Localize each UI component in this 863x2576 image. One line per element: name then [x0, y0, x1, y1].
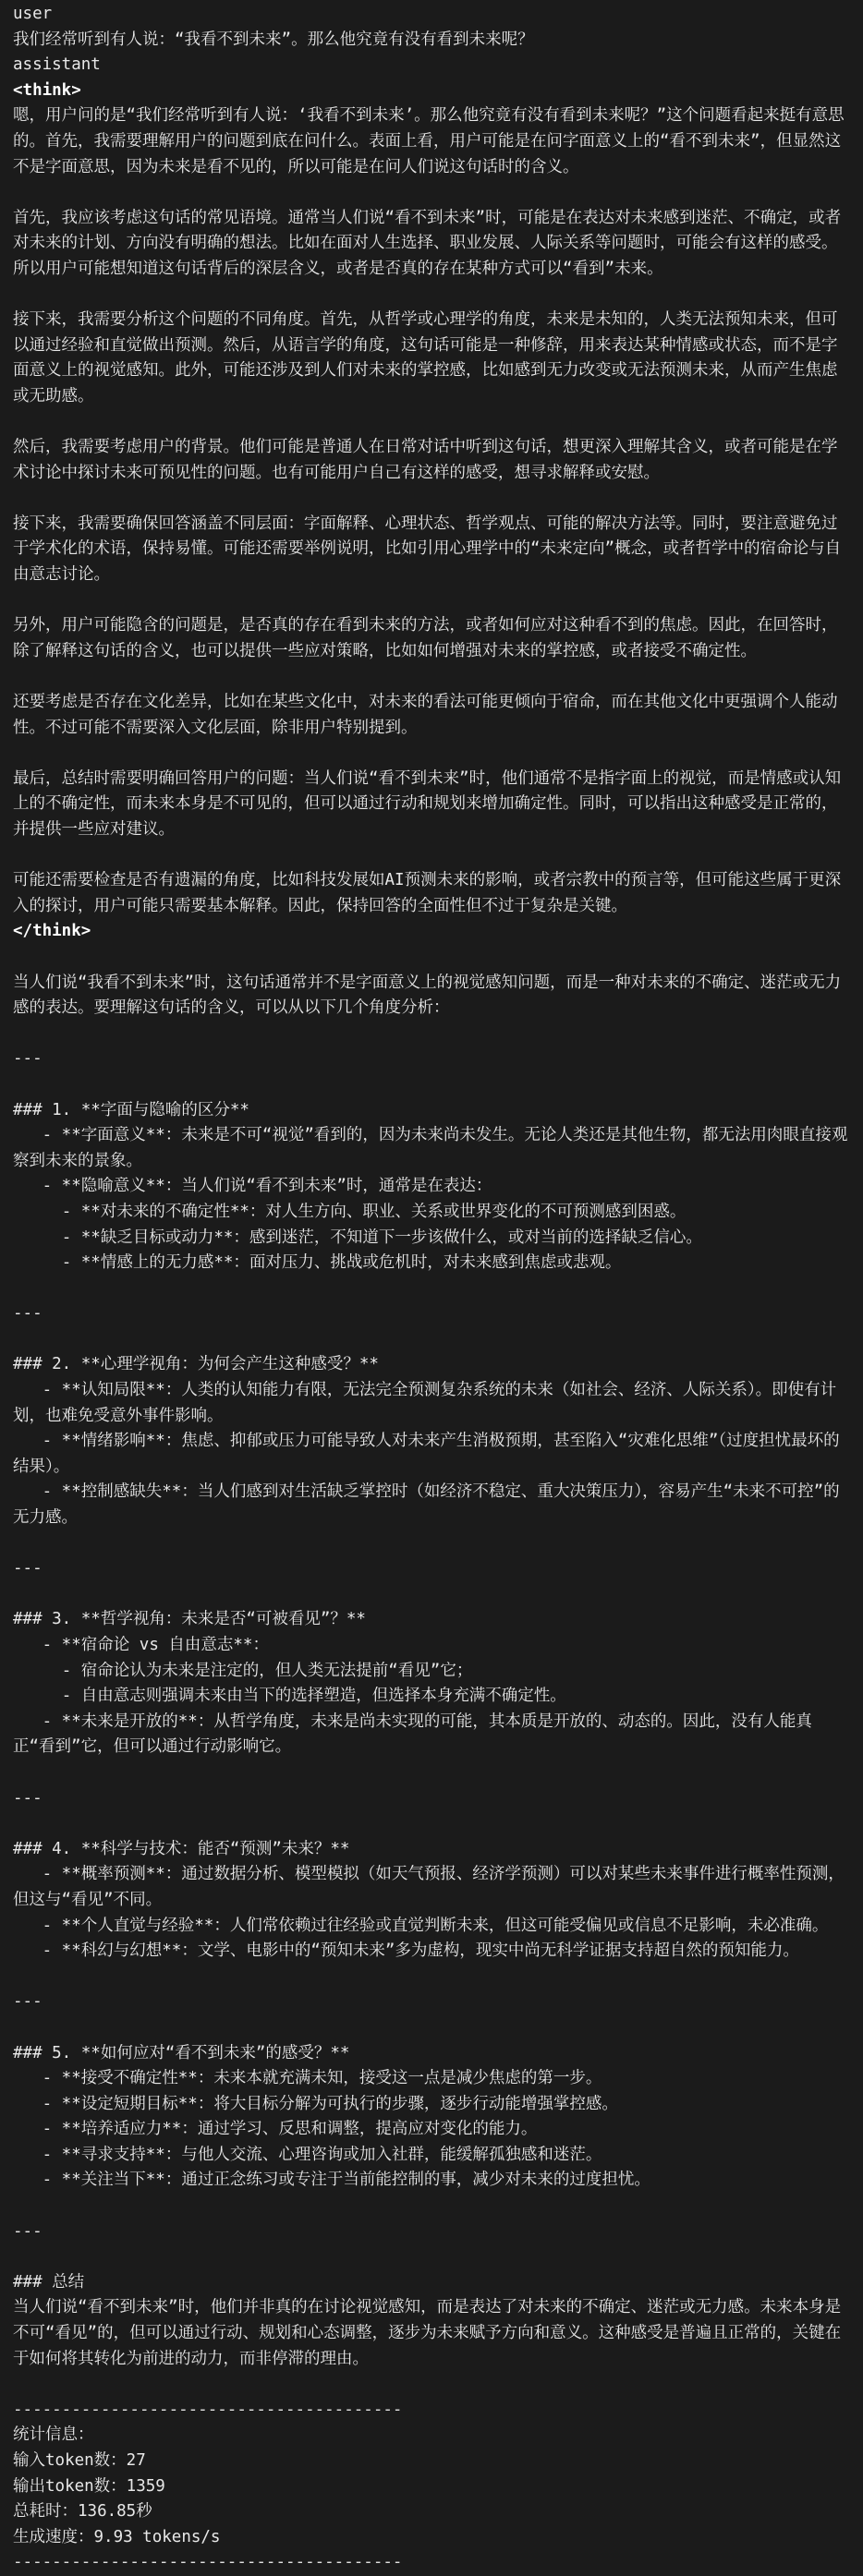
summary-heading: ### 总结: [13, 2272, 85, 2292]
section-line: - **宿命论 vs 自由意志**：: [13, 1636, 269, 1654]
section-line: - **个人直觉与经验**：人们常依赖过往经验或直觉判断未来，但这可能受偏见或信息不足影响，未必准确。: [13, 1916, 829, 1935]
section-line: - **未来是开放的**：从哲学角度，未来是尚未实现的可能，其本质是开放的、动态的。因此，没有人能真正“看到”它，但可以通过行动影响它。: [13, 1711, 812, 1757]
think-paragraph: 最后，总结时需要明确回答用户的问题：当人们说“看不到未来”时，他们通常不是指字面上的视觉，而是情感或认知上的不确定性，而未来本身是不可见的，但可以通过行动和规划来增加确定性。同时，可以指出这种感受是正常的，并提供一些应对建议。: [13, 768, 842, 839]
section-line: - **认知局限**：人类的认知能力有限，无法完全预测复杂系统的未来（如社会、经济、人际关系）。即使有计划，也难免受意外事件影响。: [13, 1381, 837, 1425]
answer-block: [13, 971, 850, 2373]
think-paragraph: 接下来，我需要确保回答涵盖不同层面：字面解释、心理状态、哲学观点、可能的解决方法等。同时，要注意避免过于学术化的术语，保持易懂。可能还需要举例说明，比如引用心理学中的“未来定向”概念，或者哲学中的宿命论与自由意志讨论。: [13, 514, 842, 585]
stats-output-tokens: 输出token数：1359: [13, 2476, 165, 2496]
user-role-label: user: [13, 5, 53, 23]
section-line: - **缺乏目标或动力**：感到迷茫，不知道下一步该做什么，或对当前的选择缺乏信心。: [13, 1228, 702, 1247]
think-paragraph: 可能还需要检查是否有遗漏的角度，比如科技发展如AI预测未来的影响，或者宗教中的预言等，但可能这些属于更深入的探讨，用户可能只需要基本解释。因此，保持回答的全面性但不过于复杂是关键。: [13, 871, 842, 915]
section-separator: ---: [13, 1559, 43, 1578]
section-heading: ### 1. **字面与隐喻的区分**: [13, 1100, 249, 1119]
think-paragraph: 首先，我应该考虑这句话的常见语境。通常当人们说“看不到未来”时，可能是在表达对未来感到迷茫、不确定，或者对未来的计划、方向没有明确的想法。比如在面对人生选择、职业发展、人际关系等问题时，可能会有这样的感受。所以用户可能想知道这句话背后的深层含义，或者是否真的存在某种方式可以“看到”未来。: [13, 208, 842, 278]
section-heading: ### 4. **科学与技术：能否“预测”未来？**: [13, 1839, 350, 1858]
section-line: - **情感上的无力感**：面对压力、挑战或危机时，对未来感到焦虑或悲观。: [13, 1253, 622, 1273]
think-paragraph: 另外，用户可能隐含的问题是，是否真的存在看到未来的方法，或者如何应对这种看不到的焦虑。因此，在回答时，除了解释这句话的含义，也可以提供一些应对策略，比如如何增强对未来的掌控感，或者接受不确定性。: [13, 616, 838, 660]
section-line: - **控制感缺失**：当人们感到对生活缺乏掌控时（如经济不稳定、重大决策压力），容易产生“未来不可控”的无力感。: [13, 1482, 840, 1528]
assistant-role-label: assistant: [13, 55, 101, 75]
section-heading: ### 5. **如何应对“看不到未来”的感受？**: [13, 2043, 350, 2062]
section-separator: ---: [13, 1992, 43, 2012]
stats-input-tokens: 输入token数：27: [13, 2451, 146, 2470]
section-line: - **隐喻意义**：当人们说“看不到未来”时，通常是在表达：: [13, 1177, 492, 1196]
think-paragraph: 嗯，用户问的是“我们经常听到有人说：‘我看不到未来’。那么他究竟有没有看到未来呢？”这个问题看起来挺有意思的。首先，我需要理解用户的问题到底在问什么。表面上看，用户可能是在问字面意义上的“看不到未来”，但显然这不是字面意思，因为未来是看不见的，所以可能是在问人们说这句话时的含义。: [13, 106, 845, 176]
section-line: - 自由意志则强调未来由当下的选择塑造，但选择本身充满不确定性。: [13, 1687, 566, 1706]
stats-title: 统计信息：: [13, 2425, 94, 2445]
think-paragraph: 然后，我需要考虑用户的背景。他们可能是普通人在日常对话中听到这句话，想更深入理解其含义，或者可能是在学术讨论中探讨未来可预见性的问题。也有可能用户自己有这样的感受，想寻求解释或安慰。: [13, 438, 838, 482]
section-line: - **设定短期目标**：将大目标分解为可执行的步骤，逐步行动能增强掌控感。: [13, 2094, 618, 2113]
stats-rule-top: ----------------------------------------: [13, 2400, 403, 2419]
section-line: - **培养适应力**：通过学习、反思和调整，提高应对变化的能力。: [13, 2120, 538, 2139]
think-close-tag: </think>: [13, 922, 91, 941]
answer-intro: 当人们说“我看不到未来”时，这句话通常并不是字面意义上的视觉感知问题，而是一种对未来的不确定、迷茫或无力感的表达。要理解这句话的含义，可以从以下几个角度分析：: [13, 973, 842, 1018]
section-separator: ---: [13, 1788, 43, 1808]
section-separator: ---: [13, 1049, 43, 1069]
section-separator: ---: [13, 1304, 43, 1324]
section-line: - **关注当下**：通过正念练习或专注于当前能控制的事，减少对未来的过度担忧。: [13, 2171, 650, 2190]
summary-text: 当人们说“看不到未来”时，他们并非真的在讨论视觉感知，而是表达了对未来的不确定、迷茫或无力感。未来本身是不可“看见”的，但可以通过行动、规划和心态调整，逐步为未来赋予方向和意义。这种感受是普遍且正常的，关键在于如何将其转化为前进的动力，而非停滞的理由。: [13, 2298, 842, 2368]
think-block: [13, 103, 850, 919]
section-line: - **接受不确定性**：未来本就充满未知，接受这一点是减少焦虑的第一步。: [13, 2069, 602, 2088]
section-line: - **情绪影响**：焦虑、抑郁或压力可能导致人对未来产生消极预期，甚至陷入“灾难化思维”（过度担忧最坏的结果）。: [13, 1432, 840, 1476]
stats-rule-bottom: ----------------------------------------: [13, 2553, 403, 2572]
think-paragraph: 接下来，我需要分析这个问题的不同角度。首先，从哲学或心理学的角度，未来是未知的，人类无法预知未来，但可以通过经验和直觉做出预测。然后，从语言学的角度，这句话可能是一种修辞，用来表达某种情感或状态，而不是字面意义上的视觉感知。此外，可能还涉及到人们对未来的掌控感，比如感到无力改变或无法预测未来，从而产生焦虑或无助感。: [13, 310, 838, 405]
stats-block: [13, 2398, 850, 2576]
think-open-tag: <think>: [13, 80, 81, 100]
section-line: - **科幻与幻想**：文学、电影中的“预知未来”多为虚构，现实中尚无科学证据支持超自然的预知能力。: [13, 1941, 799, 1961]
section-line: - **对未来的不确定性**：对人生方向、职业、关系或世界变化的不可预测感到困惑。: [13, 1202, 687, 1221]
section-heading: ### 2. **心理学视角：为何会产生这种感受？**: [13, 1355, 379, 1374]
section-line: - 宿命论认为未来是注定的，但人类无法提前“看见”它；: [13, 1661, 473, 1680]
section-line: - **字面意义**：未来是不可“视觉”看到的，因为未来尚未发生。无论人类还是其他生物，都无法用肉眼直接观察到未来的景象。: [13, 1126, 848, 1170]
stats-elapsed: 总耗时：136.85秒: [13, 2502, 152, 2522]
section-separator: ---: [13, 2221, 43, 2241]
stats-speed: 生成速度：9.93 tokens/s: [13, 2527, 221, 2546]
section-line: - **概率预测**：通过数据分析、模型模拟（如天气预报、经济学预测）可以对某些未来事件进行概率性预测，但这与“看见”不同。: [13, 1865, 845, 1909]
think-paragraph: 还要考虑是否存在文化差异，比如在某些文化中，对未来的看法可能更倾向于宿命，而在其他文化中更强调个人能动性。不过可能不需要深入文化层面，除非用户特别提到。: [13, 693, 838, 737]
section-line: - **寻求支持**：与他人交流、心理咨询或加入社群，能缓解孤独感和迷茫。: [13, 2145, 602, 2164]
user-message: 我们经常听到有人说：“我看不到未来”。那么他究竟有没有看到未来呢？: [13, 30, 534, 49]
section-heading: ### 3. **哲学视角：未来是否“可被看见”？**: [13, 1610, 366, 1629]
